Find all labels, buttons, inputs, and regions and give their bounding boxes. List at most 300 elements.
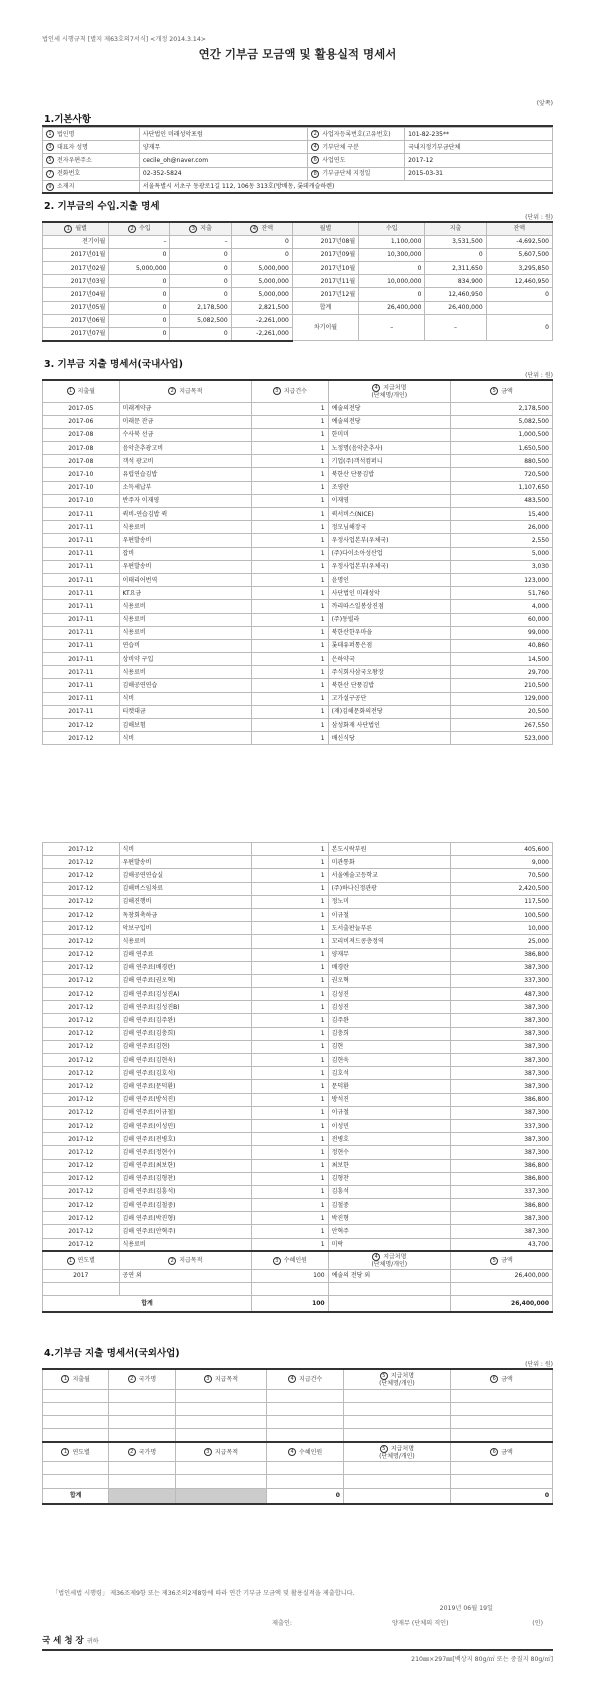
income-cell: 12,460,950 xyxy=(425,288,486,301)
section-3-heading: 3. 기부금 지출 명세서(국내사업) xyxy=(44,359,183,370)
blank-cell xyxy=(175,1429,267,1442)
expense-purpose: 김해 연주료(전병호) xyxy=(119,1133,252,1146)
expense-recipient: 김형찬 xyxy=(328,1172,450,1185)
expense-amount: 720,500 xyxy=(450,468,552,481)
expense-purpose: 김해진행비 xyxy=(119,895,252,908)
submitter-label: 제출인: xyxy=(272,1620,293,1627)
expense-recipient: 김현 xyxy=(328,1040,450,1053)
column-header xyxy=(450,1442,552,1462)
income-cell: 1,100,000 xyxy=(359,235,425,248)
domestic-year-header-row xyxy=(43,1251,553,1269)
expense-row xyxy=(43,1133,553,1146)
expense-amount: 25,000 xyxy=(450,935,552,948)
expense-purpose: 식용료비 xyxy=(119,1238,252,1251)
overseas-header-row xyxy=(43,1369,553,1389)
income-cell: 5,082,500 xyxy=(170,314,231,327)
column-header-label: 지급목적 xyxy=(179,1257,203,1265)
income-cell: 0 xyxy=(170,262,231,275)
income-cell: 0 xyxy=(170,275,231,288)
income-cell: 0 xyxy=(359,262,425,275)
expense-recipient: 미관통화 xyxy=(328,856,450,869)
expense-count: 100 xyxy=(252,1269,329,1282)
field-value: 2017-12 xyxy=(405,154,553,167)
column-header xyxy=(343,1369,450,1389)
expense-count: 1 xyxy=(252,692,329,705)
overseas-row xyxy=(43,1402,553,1415)
expense-amount: 1,000,500 xyxy=(450,428,552,441)
expense-recipient: 예술의전당 xyxy=(328,415,450,428)
income-cell: 0 xyxy=(109,314,170,327)
domestic-header-row xyxy=(43,380,553,402)
recipient-suffix: 귀하 xyxy=(86,1638,99,1645)
expense-month: 2017-12 xyxy=(43,1146,120,1159)
income-cell: – xyxy=(170,235,231,248)
number-circle-icon: 4 xyxy=(288,1375,296,1383)
expense-amount: 43,700 xyxy=(450,1238,552,1251)
carry-cell: 0 xyxy=(486,314,552,340)
field-value: 101-82-235** xyxy=(405,128,553,141)
field-label-label: 기부금단체 지정일 xyxy=(322,170,371,178)
expense-count: 1 xyxy=(252,1014,329,1027)
expense-row xyxy=(43,1212,553,1225)
blank-cell xyxy=(109,1462,175,1475)
income-total-cell xyxy=(486,301,552,314)
expense-amount: 20,500 xyxy=(450,705,552,718)
expense-row xyxy=(43,639,553,652)
expense-recipient: 배신식당 xyxy=(328,732,450,745)
expense-row xyxy=(43,587,553,600)
expense-count: 1 xyxy=(252,1212,329,1225)
expense-count: 1 xyxy=(252,508,329,521)
expense-row xyxy=(43,1225,553,1238)
expense-row xyxy=(43,521,553,534)
expense-row xyxy=(43,988,553,1001)
number-circle-icon: 4 xyxy=(311,143,319,151)
seal-mark: (인) xyxy=(532,1620,543,1627)
expense-amount: 26,400,000 xyxy=(450,1269,552,1282)
expense-amount: 100,500 xyxy=(450,908,552,921)
field-label xyxy=(308,128,405,141)
income-cell: 0 xyxy=(170,248,231,261)
income-cell: 5,607,500 xyxy=(486,248,552,261)
expense-amount: 523,000 xyxy=(450,732,552,745)
income-cell: 2017년12월 xyxy=(292,288,358,301)
unit-label: (단위 : 원) xyxy=(525,372,553,379)
domestic-expense-table xyxy=(42,379,553,745)
expense-count: 1 xyxy=(252,1040,329,1053)
expense-count: 1 xyxy=(252,1106,329,1119)
expense-amount: 487,300 xyxy=(450,988,552,1001)
expense-purpose: 공연 외 xyxy=(119,1269,252,1282)
expense-month: 2017-12 xyxy=(43,1014,120,1027)
expense-recipient: 김현욱 xyxy=(328,1054,450,1067)
column-header xyxy=(252,380,329,402)
expense-amount: 60,000 xyxy=(450,613,552,626)
expense-amount: 29,700 xyxy=(450,666,552,679)
overseas-total-row xyxy=(43,1488,553,1504)
expense-recipient: 권오혁 xyxy=(328,974,450,987)
expense-recipient: 우정사업본부(우체국) xyxy=(328,534,450,547)
blank-cell xyxy=(343,1429,450,1442)
carry-cell: – xyxy=(359,314,425,340)
expense-row xyxy=(43,1080,553,1093)
field-label xyxy=(308,154,405,167)
blank-cell xyxy=(450,1475,552,1488)
expense-month: 2017-11 xyxy=(43,547,120,560)
expense-purpose: 식비 xyxy=(119,732,252,745)
expense-count: 1 xyxy=(252,974,329,987)
expense-purpose: 김해 연주료(배경란) xyxy=(119,961,252,974)
expense-purpose: 반주자 이재영 xyxy=(119,494,252,507)
income-total-cell: 26,400,000 xyxy=(359,301,425,314)
page-side-label: (앞쪽) xyxy=(536,100,553,107)
number-circle-icon: 3 xyxy=(46,143,54,151)
income-cell: 2017년03월 xyxy=(43,275,109,288)
blank-cell xyxy=(450,1429,552,1442)
expense-purpose: 김해 연주료 xyxy=(119,948,252,961)
number-circle-icon: 4 xyxy=(372,1253,380,1261)
income-cell: 0 xyxy=(109,301,170,314)
expense-row xyxy=(43,922,553,935)
expense-amount: 387,300 xyxy=(450,1040,552,1053)
expense-purpose: 김해 연주료(김충희) xyxy=(119,1027,252,1040)
expense-amount: 267,550 xyxy=(450,719,552,732)
field-label-label: 소재지 xyxy=(57,183,75,191)
expense-count: 1 xyxy=(252,1067,329,1080)
income-cell: 2017년04월 xyxy=(43,288,109,301)
income-cell: 2017년06월 xyxy=(43,314,109,327)
column-header xyxy=(43,380,120,402)
domestic-expense-table-continued xyxy=(42,842,553,1313)
expense-count: 1 xyxy=(252,600,329,613)
income-cell: 2017년02월 xyxy=(43,262,109,275)
blank-cell xyxy=(175,1462,267,1475)
expense-row xyxy=(43,613,553,626)
expense-count: 1 xyxy=(252,869,329,882)
expense-month: 2017-06 xyxy=(43,415,120,428)
number-circle-icon: 4 xyxy=(288,1448,296,1456)
domestic-total-row xyxy=(43,1296,553,1312)
expense-month: 2017-12 xyxy=(43,1212,120,1225)
basic-info-row xyxy=(43,128,553,141)
expense-count: 1 xyxy=(252,1093,329,1106)
expense-row xyxy=(43,869,553,882)
expense-purpose: 식용료비 xyxy=(119,935,252,948)
blank-cell xyxy=(343,1415,450,1428)
expense-month: 2017-12 xyxy=(43,961,120,974)
expense-amount: 51,760 xyxy=(450,587,552,600)
income-cell: 5,000,000 xyxy=(231,288,292,301)
column-header xyxy=(109,1442,175,1462)
expense-row xyxy=(43,626,553,639)
expense-recipient: 윤명인 xyxy=(328,573,450,586)
column-header xyxy=(109,1369,175,1389)
expense-recipient: 안혁주 xyxy=(328,1225,450,1238)
number-circle-icon: 3 xyxy=(189,225,197,233)
expense-month: 2017-11 xyxy=(43,639,120,652)
expense-row xyxy=(43,1146,553,1159)
expense-row xyxy=(43,948,553,961)
income-total-cell: 26,400,000 xyxy=(425,301,486,314)
form-ref-text: 법인세 시행규칙 [별지 제63호의7서식] <개정 2014.3.14> xyxy=(42,36,206,43)
expense-amount: 387,300 xyxy=(450,1080,552,1093)
blank-cell xyxy=(267,1429,344,1442)
overseas-row xyxy=(43,1389,553,1402)
expense-row xyxy=(43,573,553,586)
paper-spec: 210㎜×297㎜[백상지 80g/㎡ 또는 중질지 80g/㎡] xyxy=(411,1656,553,1663)
section-domestic xyxy=(42,356,553,745)
income-cell: – xyxy=(109,235,170,248)
column-header xyxy=(267,1442,344,1462)
number-circle-icon: 1 xyxy=(64,225,72,233)
income-cell: 2,311,650 xyxy=(425,262,486,275)
expense-amount: 2,550 xyxy=(450,534,552,547)
expense-count: 1 xyxy=(252,988,329,1001)
expense-amount: 386,800 xyxy=(450,1172,552,1185)
expense-month: 2017-12 xyxy=(43,1093,120,1106)
column-header-label: 지급목적 xyxy=(214,1375,239,1383)
expense-purpose: 미래문 잔금 xyxy=(119,415,252,428)
expense-count: 1 xyxy=(252,1080,329,1093)
column-header xyxy=(43,1442,109,1462)
column-header-label: 수입 xyxy=(139,225,151,233)
expense-recipient: 정노미 xyxy=(328,895,450,908)
recipient-line xyxy=(42,1634,553,1651)
number-circle-icon: 4 xyxy=(372,384,380,392)
expense-count: 1 xyxy=(252,948,329,961)
expense-count: 1 xyxy=(252,415,329,428)
expense-month: 2017-12 xyxy=(43,1159,120,1172)
overseas-year-header-row xyxy=(43,1442,553,1462)
blank-cell xyxy=(43,1429,109,1442)
expense-amount: 117,500 xyxy=(450,895,552,908)
number-circle-icon: 2 xyxy=(311,130,319,138)
column-header xyxy=(170,222,231,235)
expense-recipient: 사단법인 미래성악 xyxy=(328,587,450,600)
expense-month: 2017-11 xyxy=(43,600,120,613)
expense-purpose: 식용료비 xyxy=(119,666,252,679)
expense-recipient: 전병호 xyxy=(328,1133,450,1146)
blank-cell xyxy=(43,1283,120,1296)
expense-month: 2017-12 xyxy=(43,1225,120,1238)
expense-month: 2017-11 xyxy=(43,573,120,586)
income-cell: 5,000,000 xyxy=(109,262,170,275)
blank-cell xyxy=(450,1389,552,1402)
expense-count: 1 xyxy=(252,895,329,908)
field-value: 2015-03-31 xyxy=(405,167,553,180)
expense-row xyxy=(43,402,553,415)
expense-purpose: 김해 연주료(김성진A) xyxy=(119,988,252,1001)
column-header-label: 지출 xyxy=(200,225,212,233)
blank-cell xyxy=(43,1389,109,1402)
expense-recipient: 미락 xyxy=(328,1238,450,1251)
expense-row xyxy=(43,547,553,560)
expense-amount: 386,800 xyxy=(450,1093,552,1106)
expense-month: 2017-05 xyxy=(43,402,120,415)
expense-purpose: 연습비 xyxy=(119,639,252,652)
expense-recipient: 정현수 xyxy=(328,1146,450,1159)
expense-month: 2017-11 xyxy=(43,692,120,705)
column-header-label: 지급건수 xyxy=(299,1375,323,1383)
field-label-label: 전화번호 xyxy=(57,170,81,178)
number-circle-icon: 2 xyxy=(128,1448,136,1456)
recipient-header-sub: (단체명/개인) xyxy=(379,1452,415,1460)
expense-row xyxy=(43,1054,553,1067)
expense-count: 1 xyxy=(252,1225,329,1238)
field-label xyxy=(43,141,140,154)
expense-purpose: 김해보험 xyxy=(119,719,252,732)
expense-row xyxy=(43,1093,553,1106)
expense-row xyxy=(43,679,553,692)
basic-info-row xyxy=(43,154,553,167)
total-count: 100 xyxy=(252,1296,329,1312)
column-header xyxy=(450,1369,552,1389)
expense-amount: 10,000 xyxy=(450,922,552,935)
field-label-label: 사업연도 xyxy=(322,156,346,164)
expense-amount: 3,030 xyxy=(450,560,552,573)
expense-recipient: 양재무 xyxy=(328,948,450,961)
expense-recipient: 예술의 전당 외 xyxy=(328,1269,450,1282)
expense-row xyxy=(43,560,553,573)
number-circle-icon: 5 xyxy=(380,1445,388,1453)
overseas-row xyxy=(43,1415,553,1428)
field-value: cecile_oh@naver.com xyxy=(139,154,307,167)
expense-row xyxy=(43,1238,553,1251)
form-reference xyxy=(42,26,553,45)
expense-month: 2017-12 xyxy=(43,732,120,745)
expense-amount: 386,800 xyxy=(450,1199,552,1212)
expense-month: 2017-12 xyxy=(43,1238,120,1251)
field-label-label: 법인명 xyxy=(57,130,75,138)
submission-statement: 「법인세법 시행령」 제36조제9항 또는 제36조의2제8항에 따라 연간 기부금 모금액 및 활용실적을 제출합니다. xyxy=(52,1590,355,1597)
expense-count: 1 xyxy=(252,666,329,679)
income-row xyxy=(43,288,553,301)
field-label xyxy=(308,167,405,180)
expense-count: 1 xyxy=(252,719,329,732)
income-cell: 0 xyxy=(231,235,292,248)
expense-month: 2017-12 xyxy=(43,856,120,869)
field-value: 국내지정기부금단체 xyxy=(405,141,553,154)
expense-amount: 387,300 xyxy=(450,961,552,974)
blank-cell xyxy=(252,1283,329,1296)
field-label-label: 기부단체 구분 xyxy=(322,143,359,151)
income-cell: 2,178,500 xyxy=(170,301,231,314)
expense-count: 1 xyxy=(252,705,329,718)
income-row xyxy=(43,235,553,248)
submission-date: 2019년 06월 19일 xyxy=(439,1605,493,1612)
income-cell: 0 xyxy=(170,288,231,301)
expense-row xyxy=(43,600,553,613)
expense-purpose: 김해 연주료(박진형) xyxy=(119,1212,252,1225)
column-header xyxy=(343,1442,450,1462)
expense-row xyxy=(43,1040,553,1053)
expense-purpose: 우편발송비 xyxy=(119,560,252,573)
income-cell: 2017년07월 xyxy=(43,328,109,341)
expense-month: 2017-12 xyxy=(43,1199,120,1212)
expense-amount: 4,000 xyxy=(450,600,552,613)
expense-row xyxy=(43,1027,553,1040)
expense-purpose: 김해 연주료(정현수) xyxy=(119,1146,252,1159)
field-value: 02-352-5824 xyxy=(139,167,307,180)
income-cell: 3,531,500 xyxy=(425,235,486,248)
submission-footer xyxy=(42,1588,553,1663)
column-header-label: 월별 xyxy=(75,225,87,233)
expense-row xyxy=(43,705,553,718)
column-header-label: 지출월 xyxy=(72,1375,90,1383)
expense-purpose: 김해 연주료(안혁주) xyxy=(119,1225,252,1238)
total-label: 합계 xyxy=(43,1296,252,1312)
expense-month: 2017-12 xyxy=(43,1106,120,1119)
address-row xyxy=(43,180,553,193)
expense-recipient: 김철중 xyxy=(328,1199,450,1212)
expense-amount: 880,500 xyxy=(450,455,552,468)
number-circle-icon: 5 xyxy=(490,387,498,395)
blank-cell xyxy=(328,1283,450,1296)
expense-count: 1 xyxy=(252,856,329,869)
expense-count: 1 xyxy=(252,961,329,974)
expense-month: 2017-12 xyxy=(43,1172,120,1185)
expense-row xyxy=(43,428,553,441)
overseas-row xyxy=(43,1429,553,1442)
expense-count: 1 xyxy=(252,1172,329,1185)
income-cell: -2,261,000 xyxy=(231,328,292,341)
column-header-label: 연도별 xyxy=(77,1257,95,1265)
recipient-header-label: 지급처명 xyxy=(390,1372,415,1380)
basic-info-table xyxy=(42,127,553,194)
number-circle-icon: 3 xyxy=(204,1448,212,1456)
column-header xyxy=(109,222,170,235)
total-label: 합계 xyxy=(43,1488,109,1504)
expense-recipient: 우정사업본부(우체국) xyxy=(328,560,450,573)
expense-amount: 2,420,500 xyxy=(450,882,552,895)
expense-count: 1 xyxy=(252,653,329,666)
basic-info-row xyxy=(43,141,553,154)
expense-amount: 5,000 xyxy=(450,547,552,560)
expense-count: 1 xyxy=(252,639,329,652)
number-circle-icon: 1 xyxy=(61,1448,69,1456)
expense-amount: 337,300 xyxy=(450,1185,552,1198)
expense-month: 2017-12 xyxy=(43,948,120,961)
expense-row xyxy=(43,882,553,895)
number-circle-icon: 8 xyxy=(311,170,319,178)
expense-recipient: 박진형 xyxy=(328,1212,450,1225)
expense-count: 1 xyxy=(252,521,329,534)
expense-row xyxy=(43,843,553,856)
column-header-label: 지급건수 xyxy=(283,387,307,395)
column-header-label: 지급목적 xyxy=(179,387,203,395)
expense-month: 2017-11 xyxy=(43,521,120,534)
expense-purpose: 김해 연주료(이규철) xyxy=(119,1106,252,1119)
expense-count: 1 xyxy=(252,481,329,494)
recipient-header-sub: (단체명/개인) xyxy=(371,391,408,399)
field-label-label: 전자우편주소 xyxy=(57,156,92,164)
blank-cell xyxy=(343,1389,450,1402)
section-1-heading: 1.기본사항 xyxy=(42,111,553,127)
unit-label: (단위 : 원) xyxy=(525,1361,553,1368)
expense-amount: 1,107,650 xyxy=(450,481,552,494)
expense-purpose: 식용료비 xyxy=(119,600,252,613)
number-circle-icon: 2 xyxy=(128,1375,136,1383)
expense-count: 1 xyxy=(252,1238,329,1251)
expense-recipient: 김성진 xyxy=(328,1001,450,1014)
carry-cell: 차기이월 xyxy=(292,314,358,340)
expense-month: 2017-11 xyxy=(43,613,120,626)
overseas-row xyxy=(43,1475,553,1488)
expense-amount: 387,300 xyxy=(450,1054,552,1067)
column-header-label: 금액 xyxy=(501,1257,513,1265)
expense-month: 2017-08 xyxy=(43,442,120,455)
income-cell: 0 xyxy=(359,288,425,301)
